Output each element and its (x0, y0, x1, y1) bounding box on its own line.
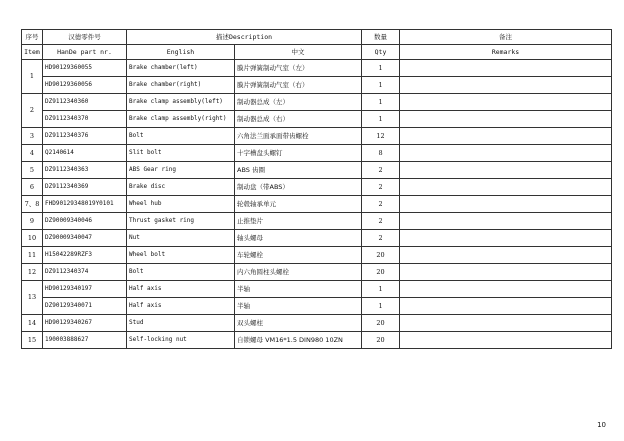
qty-cell: 1 (362, 94, 400, 111)
english-cell: Brake chamber(right) (127, 77, 235, 94)
part-cell: Q2140614 (43, 145, 127, 162)
part-cell: DZ9112340363 (43, 162, 127, 179)
remarks-cell (400, 213, 612, 230)
english-cell: Half axis (127, 298, 235, 315)
item-cell: 14 (22, 315, 43, 332)
part-cell: HD90129360056 (43, 77, 127, 94)
qty-cell: 2 (362, 179, 400, 196)
remarks-cell (400, 179, 612, 196)
chinese-cell: 车轮螺栓 (235, 247, 362, 264)
part-cell: DZ9112340360 (43, 94, 127, 111)
chinese-cell: 膜片弹簧制动气室（左） (235, 60, 362, 77)
english-cell: Stud (127, 315, 235, 332)
qty-cell: 2 (362, 196, 400, 213)
header-chinese: 中文 (235, 45, 362, 60)
table-row (22, 230, 612, 247)
qty-cell: 20 (362, 315, 400, 332)
table-row (22, 94, 612, 111)
qty-cell: 2 (362, 213, 400, 230)
item-cell: 5 (22, 162, 43, 179)
english-cell: Brake clamp assembly(right) (127, 111, 235, 128)
part-cell: DZ9112340374 (43, 264, 127, 281)
header-row-2 (22, 45, 612, 60)
english-cell: Bolt (127, 128, 235, 145)
remarks-cell (400, 332, 612, 349)
item-cell: 6 (22, 179, 43, 196)
table-row (22, 247, 612, 264)
english-cell: Nut (127, 230, 235, 247)
remarks-cell (400, 128, 612, 145)
remarks-cell (400, 77, 612, 94)
item-cell: 15 (22, 332, 43, 349)
qty-cell: 20 (362, 264, 400, 281)
english-cell: Brake clamp assembly(left) (127, 94, 235, 111)
english-cell: Half axis (127, 281, 235, 298)
table-row (22, 128, 612, 145)
chinese-cell: 制动盘（带ABS） (235, 179, 362, 196)
table-row (22, 162, 612, 179)
part-cell: DZ9112340370 (43, 111, 127, 128)
table-row (22, 281, 612, 298)
header-remarks-cn: 备注 (400, 30, 612, 45)
item-cell: 3 (22, 128, 43, 145)
item-cell: 10 (22, 230, 43, 247)
part-cell: DZ90009340046 (43, 213, 127, 230)
item-cell: 9 (22, 213, 43, 230)
qty-cell: 12 (362, 128, 400, 145)
english-cell: Self-locking nut (127, 332, 235, 349)
english-cell: Thrust gasket ring (127, 213, 235, 230)
chinese-cell: 十字槽盘头螺钉 (235, 145, 362, 162)
chinese-cell: 自锁螺母 VM16*1.5 DIN980 10ZN (235, 332, 362, 349)
chinese-cell: 轮毂轴承单元 (235, 196, 362, 213)
chinese-cell: 半轴 (235, 281, 362, 298)
chinese-cell: 半轴 (235, 298, 362, 315)
chinese-cell: 双头螺柱 (235, 315, 362, 332)
table-row (22, 332, 612, 349)
english-cell: ABS Gear ring (127, 162, 235, 179)
table-row (22, 77, 612, 94)
chinese-cell: 六角法兰面承面带齿螺栓 (235, 128, 362, 145)
header-english: English (127, 45, 235, 60)
parts-table (21, 29, 612, 349)
remarks-cell (400, 315, 612, 332)
part-cell: DZ9112340376 (43, 128, 127, 145)
remarks-cell (400, 281, 612, 298)
qty-cell: 20 (362, 332, 400, 349)
header-item-cn: 序号 (22, 30, 43, 45)
table-row (22, 213, 612, 230)
english-cell: Brake chamber(left) (127, 60, 235, 77)
header-item-en: Item (22, 45, 43, 60)
table-row (22, 179, 612, 196)
qty-cell: 2 (362, 230, 400, 247)
remarks-cell (400, 264, 612, 281)
chinese-cell: ABS 齿圈 (235, 162, 362, 179)
table-row (22, 315, 612, 332)
table-row (22, 196, 612, 213)
remarks-cell (400, 145, 612, 162)
chinese-cell: 轴头螺母 (235, 230, 362, 247)
chinese-cell: 止推垫片 (235, 213, 362, 230)
item-cell: 4 (22, 145, 43, 162)
english-cell: Bolt (127, 264, 235, 281)
english-cell: Wheel hub (127, 196, 235, 213)
item-cell: 7、8 (22, 196, 43, 213)
part-cell: FHD90129348019Y0101 (43, 196, 127, 213)
item-cell: 11 (22, 247, 43, 264)
item-cell: 2 (22, 94, 43, 128)
qty-cell: 1 (362, 60, 400, 77)
chinese-cell: 制动器总成（右） (235, 111, 362, 128)
remarks-cell (400, 247, 612, 264)
header-qty-en: Qty (362, 45, 400, 60)
table-row (22, 264, 612, 281)
part-cell: HD90129360055 (43, 60, 127, 77)
qty-cell: 1 (362, 77, 400, 94)
part-cell: HD90129340197 (43, 281, 127, 298)
remarks-cell (400, 60, 612, 77)
chinese-cell: 膜片弹簧制动气室（右） (235, 77, 362, 94)
qty-cell: 2 (362, 162, 400, 179)
part-cell: DZ9112340369 (43, 179, 127, 196)
header-row-1 (22, 30, 612, 45)
remarks-cell (400, 94, 612, 111)
table-row (22, 145, 612, 162)
english-cell: Slit bolt (127, 145, 235, 162)
header-part-cn: 汉德零件号 (43, 30, 127, 45)
remarks-cell (400, 298, 612, 315)
english-cell: Wheel bolt (127, 247, 235, 264)
qty-cell: 1 (362, 111, 400, 128)
part-cell: DZ90129340071 (43, 298, 127, 315)
english-cell: Brake disc (127, 179, 235, 196)
item-cell: 12 (22, 264, 43, 281)
item-cell: 1 (22, 60, 43, 94)
table-row (22, 298, 612, 315)
header-remarks-en: Remarks (400, 45, 612, 60)
header-part-en: HanDe part nr. (43, 45, 127, 60)
chinese-cell: 内六角圆柱头螺栓 (235, 264, 362, 281)
chinese-cell: 制动器总成（左） (235, 94, 362, 111)
part-cell: HD90129340267 (43, 315, 127, 332)
part-cell: 190003888627 (43, 332, 127, 349)
table-row (22, 60, 612, 77)
remarks-cell (400, 162, 612, 179)
header-desc: 描述Description (127, 30, 362, 45)
qty-cell: 1 (362, 281, 400, 298)
part-cell: H15042289RZF3 (43, 247, 127, 264)
header-qty-cn: 数量 (362, 30, 400, 45)
table-row (22, 111, 612, 128)
page-number: 10 (597, 421, 606, 429)
qty-cell: 1 (362, 298, 400, 315)
remarks-cell (400, 230, 612, 247)
qty-cell: 20 (362, 247, 400, 264)
part-cell: DZ90009340047 (43, 230, 127, 247)
remarks-cell (400, 111, 612, 128)
item-cell: 13 (22, 281, 43, 315)
qty-cell: 8 (362, 145, 400, 162)
remarks-cell (400, 196, 612, 213)
